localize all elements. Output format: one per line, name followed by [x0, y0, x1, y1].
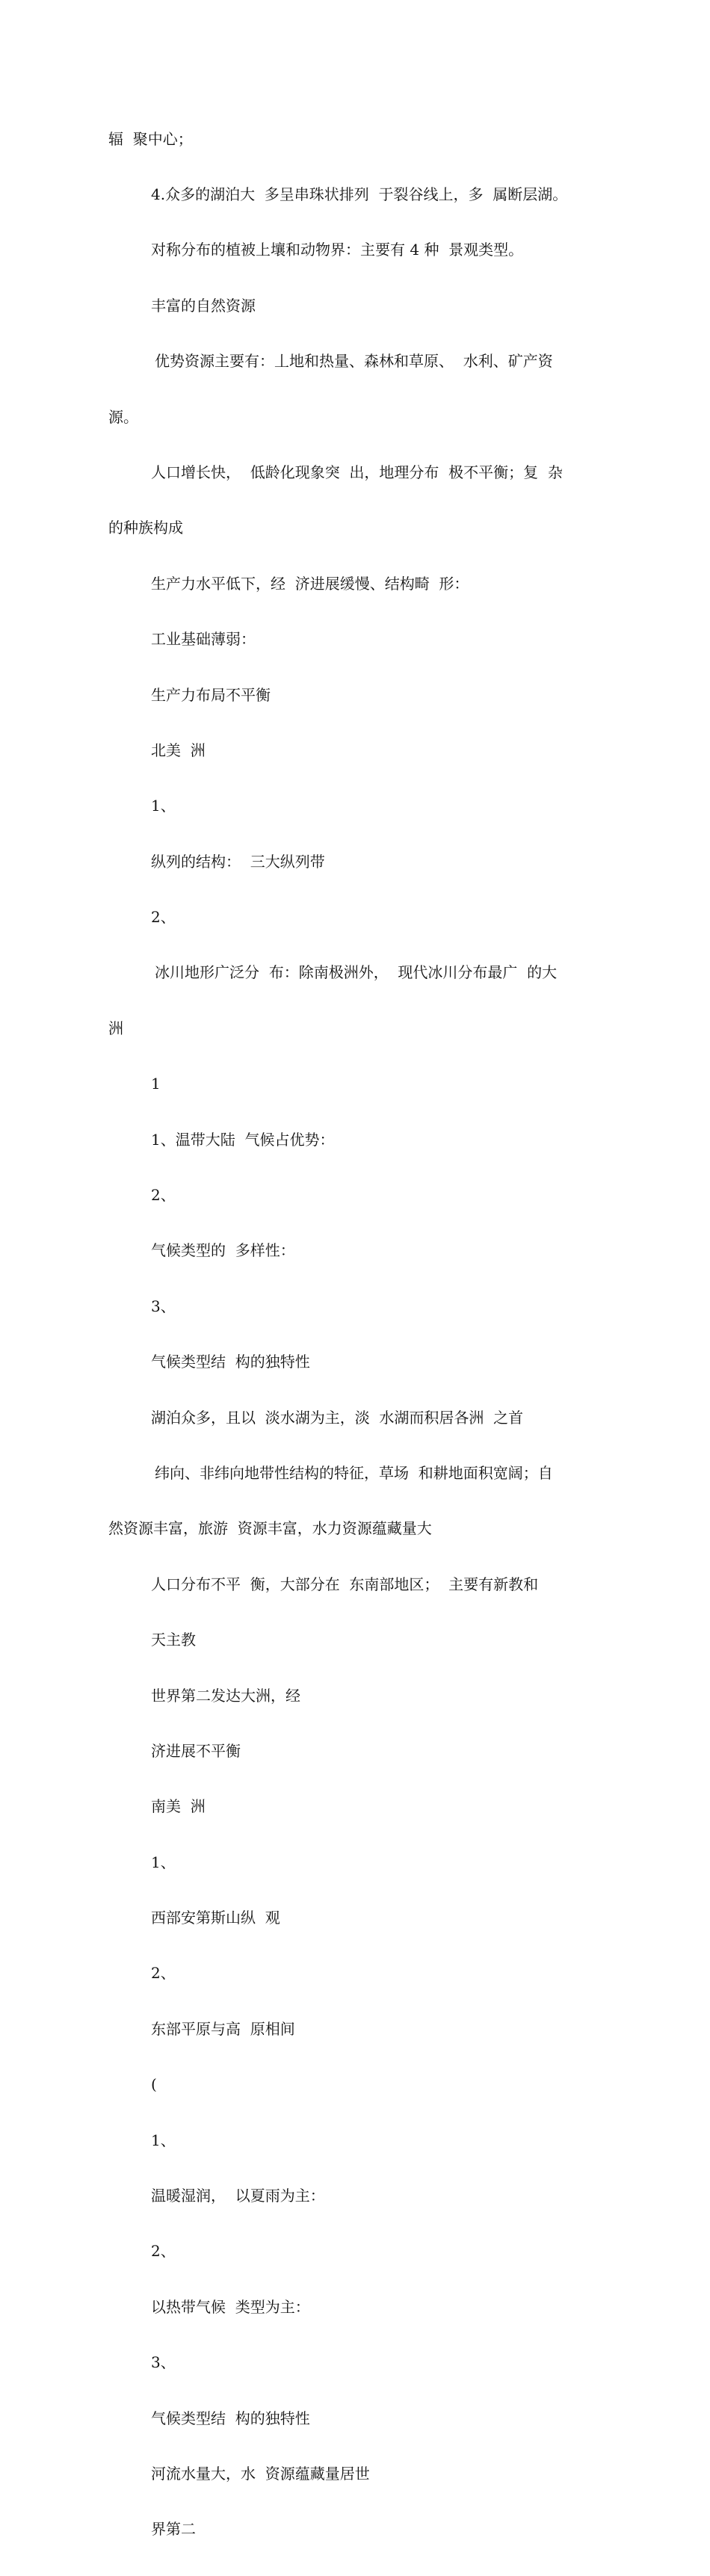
text-line: 4.众多的湖泊大 多呈串珠状排列 于裂谷线上，多 属断层湖。	[151, 185, 568, 203]
text-line: 世界第二发达大洲，经	[151, 1686, 300, 1705]
text-line: 河流水量大，水 资源蕴藏量居世	[151, 2465, 370, 2483]
text-line: 洲	[108, 1019, 123, 1037]
text-line: 1、温带大陆 气候占优势：	[151, 1130, 335, 1149]
text-line: 的种族构成	[108, 519, 183, 537]
text-line: 人口分布不平 衡，大部分在 东南部地区； 主要有新教和	[151, 1575, 539, 1593]
text-line: 辐 聚中心；	[108, 129, 193, 148]
text-line: (	[151, 2075, 157, 2094]
text-line: 1、	[151, 1853, 176, 1871]
text-line: 1	[151, 1075, 161, 1093]
text-line: 优势资源主要有：丄地和热量、森林和草原、 水利、矿产资	[155, 352, 553, 371]
text-line: 1、	[151, 797, 176, 815]
text-line: 3、	[151, 2353, 176, 2372]
text-line: 2、	[151, 1186, 176, 1205]
text-line: 济进展不平衡	[151, 1741, 241, 1760]
text-line: 生产力布局不平衡	[151, 685, 271, 704]
text-line: 以热带气候 类型为主：	[151, 2297, 310, 2316]
text-line: 温暖湿润， 以夏雨为主：	[151, 2187, 325, 2205]
text-line: 天主教	[151, 1631, 196, 1649]
text-line: 冰川地形广泛分 布：除南极洲外， 现代冰川分布最广 的大	[155, 963, 558, 982]
text-line: 东部平原与高 原相间	[151, 2019, 295, 2038]
section-heading: 北美 洲	[151, 741, 206, 759]
text-line: 生产力水平低下，经 济进展缓慢、结构畸 形：	[151, 574, 469, 593]
text-line: 然资源丰富，旅游 资源丰富，水力资源蕴藏量大	[108, 1519, 432, 1538]
text-line: 源。	[108, 407, 138, 426]
text-line: 2、	[151, 908, 176, 927]
text-line: 西部安第斯山纵 观	[151, 1909, 280, 1927]
body-text	[108, 93, 605, 2576]
text-line: 纵列的结构： 三大纵列带	[151, 852, 325, 871]
text-line: 对称分布的植被上壤和动物界：主要有 4 种 景观类型。	[151, 241, 524, 259]
text-line: 界第二	[151, 2520, 196, 2539]
text-line: 1、	[151, 2131, 176, 2149]
text-line: 工业基础薄弱：	[151, 630, 256, 649]
text-line: 3、	[151, 1297, 176, 1315]
text-line: 气候类型结 构的独特性	[151, 1353, 310, 1371]
text-line: 人口增长快， 低龄化现象突 出，地理分布 极不平衡；复 杂	[151, 463, 563, 481]
text-line: 2、	[151, 2242, 176, 2261]
text-line: 气候类型结 构的独特性	[151, 2409, 310, 2427]
text-line: 2、	[151, 1964, 176, 1983]
text-line: 纬向、非纬向地带性结构的特征，草场 和耕地面积宽阔；自	[155, 1463, 553, 1482]
text-line: 丰富的自然资源	[151, 296, 256, 315]
text-line: 气候类型的 多样性：	[151, 1241, 295, 1260]
text-line: 湖泊众多，且以 淡水湖为主，淡 水湖而积居各洲 之首	[151, 1408, 524, 1427]
section-heading: 南美 洲	[151, 1797, 206, 1816]
